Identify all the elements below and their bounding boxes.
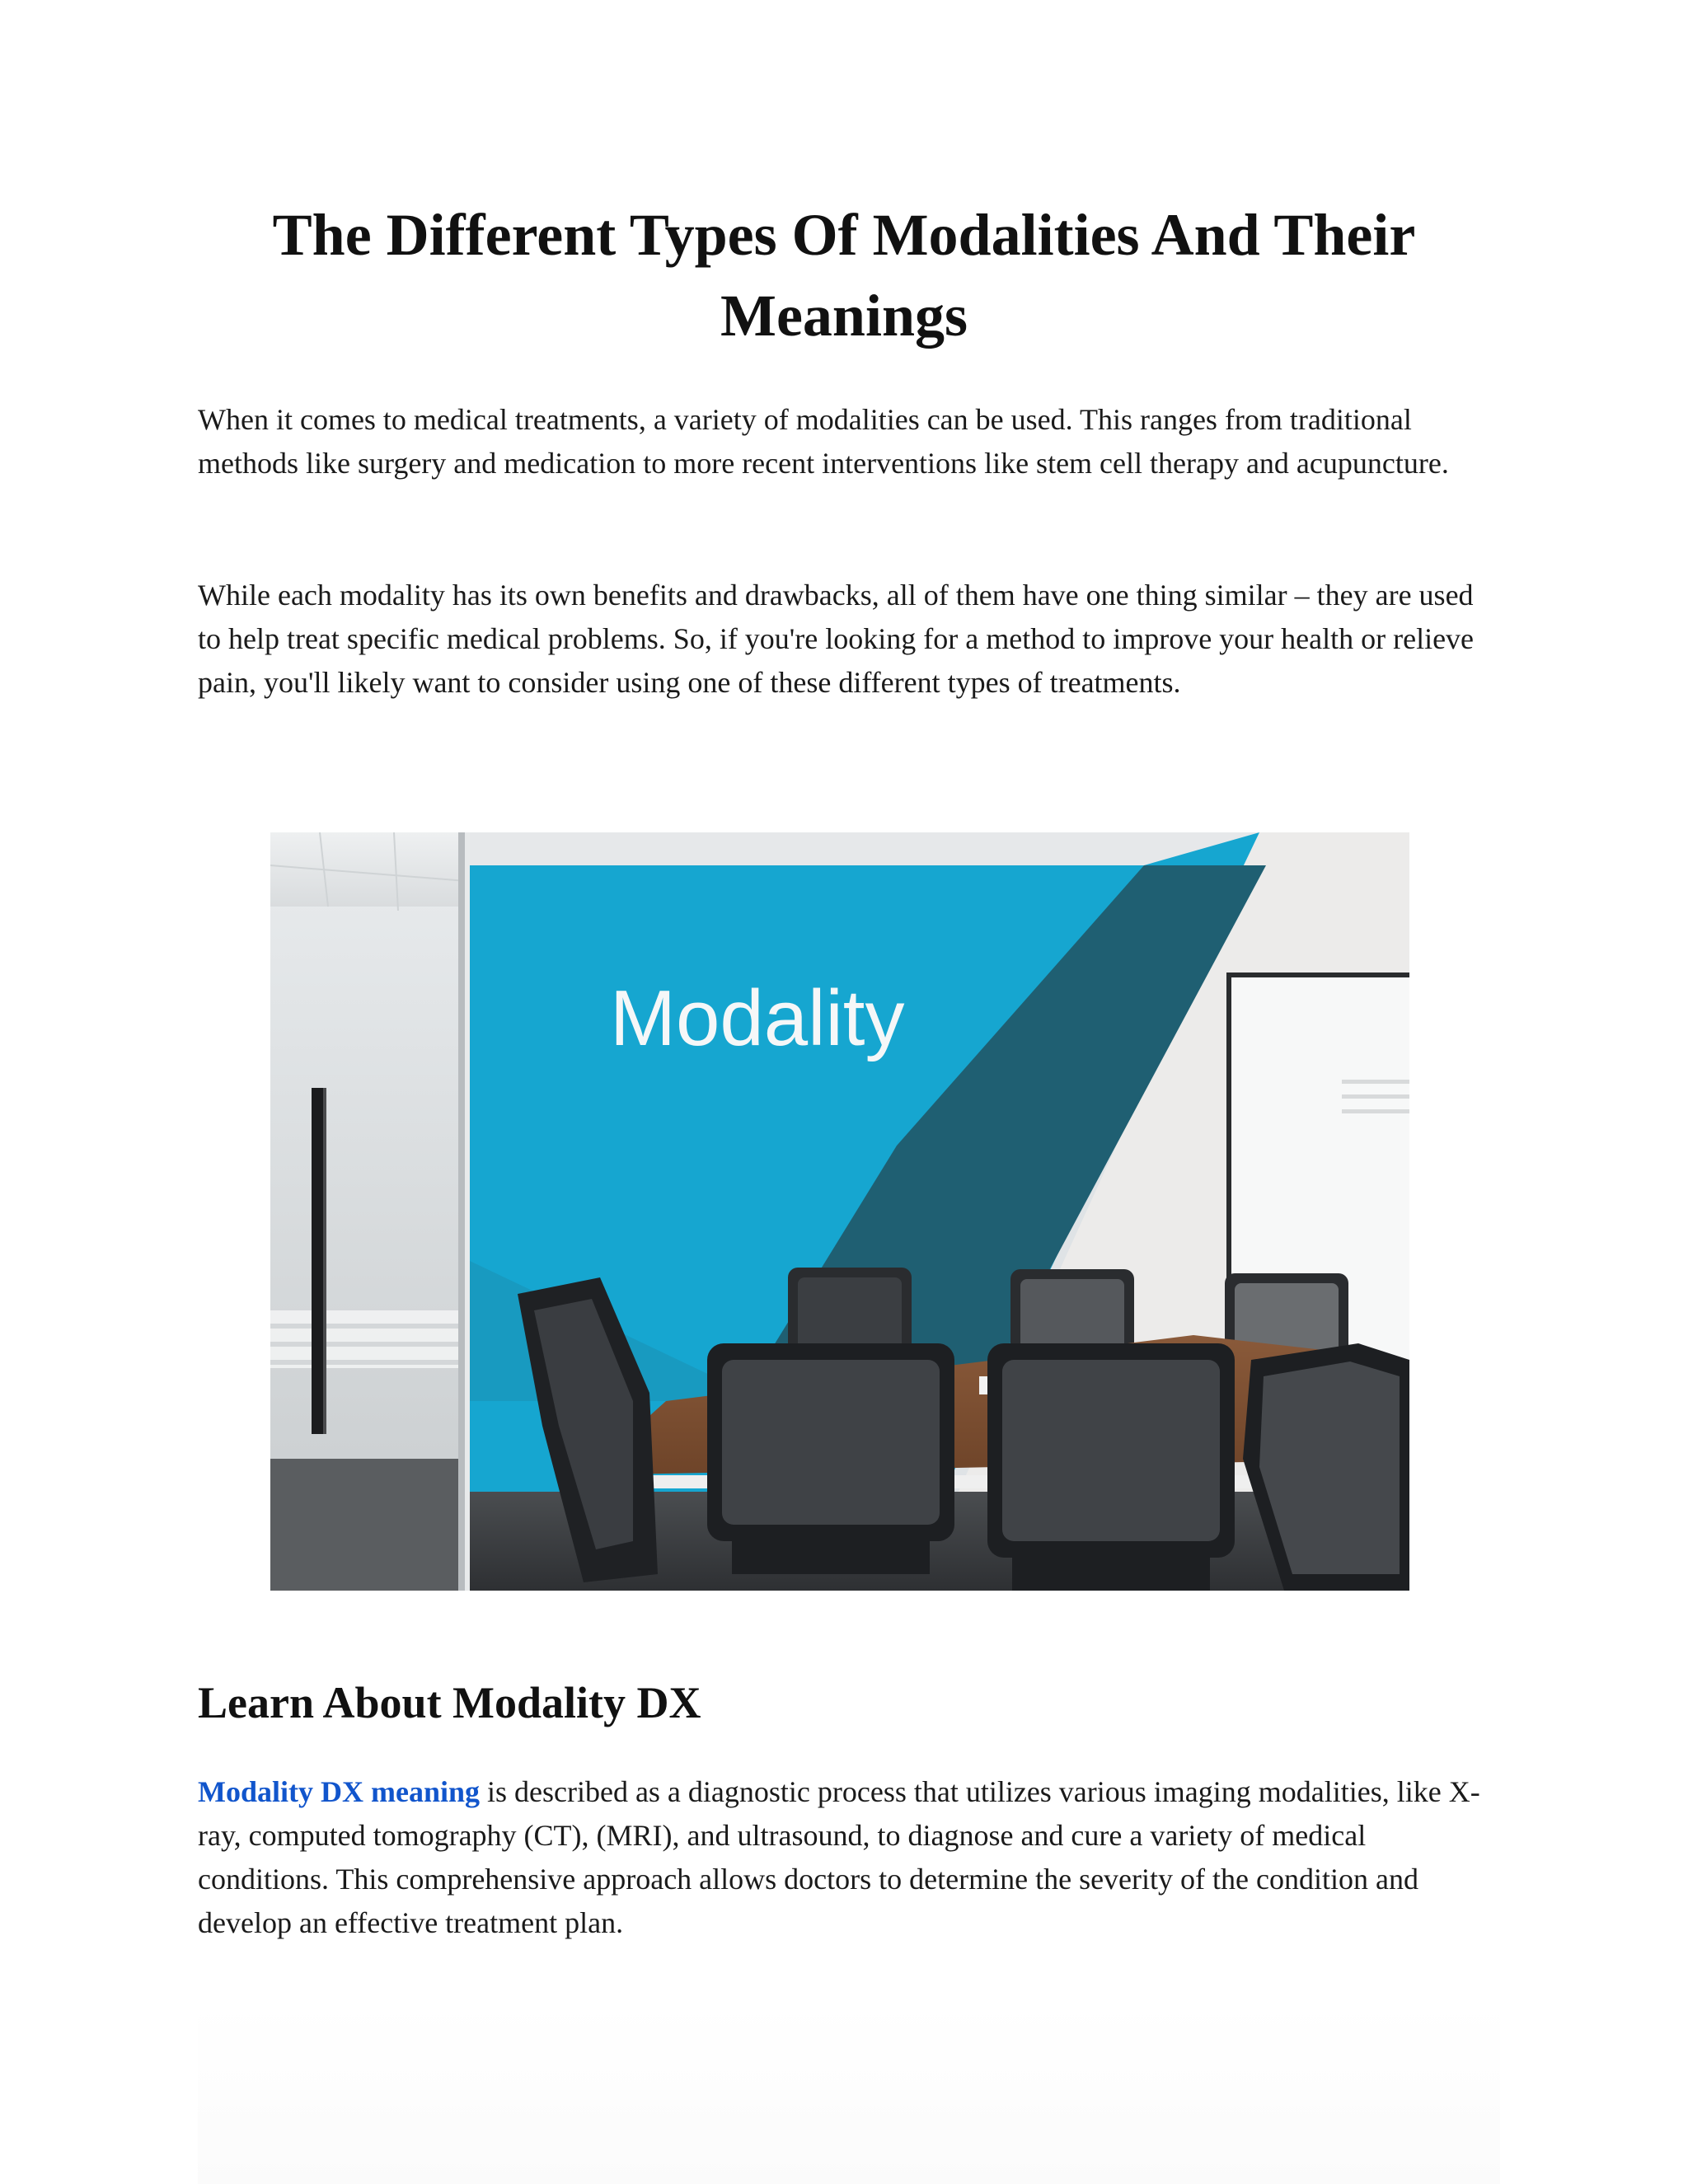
modality-dx-meaning-link[interactable]: Modality DX meaning (198, 1775, 480, 1808)
section-paragraph-text: is described as a diagnostic process that utilizes various imaging modalities, like X-ray, computed tomography (CT), (MRI), and ultrasound, to diagnose and cure a variety of medical conditions. This comprehensive approach allows doctors to determine the severity of the condition and develop an effective treatment plan. (198, 1775, 1480, 1939)
intro-paragraph-2: While each modality has its own benefits and drawbacks, all of them have one thing similar – they are used to help treat specific medical problems. So, if you're looking for a method to improve your health or relieve pain, you'll likely want to consider using one of these different types of treatments. (198, 579, 1475, 699)
intro-paragraph-1: When it comes to medical treatments, a variety of modalities can be used. This ranges from traditional methods like surgery and medication to more recent interventions like stem cell therapy and acupuncture. (198, 403, 1449, 480)
section-heading: Learn About Modality DX (198, 1678, 701, 1727)
section-paragraph (198, 1770, 1500, 1945)
wall-sign-text: Modality (610, 974, 905, 1062)
page-title: The Different Types Of Modalities And Their Meanings (272, 202, 1416, 349)
conference-room-photo (270, 832, 1409, 1591)
faint-background-panel (198, 2003, 1500, 2184)
